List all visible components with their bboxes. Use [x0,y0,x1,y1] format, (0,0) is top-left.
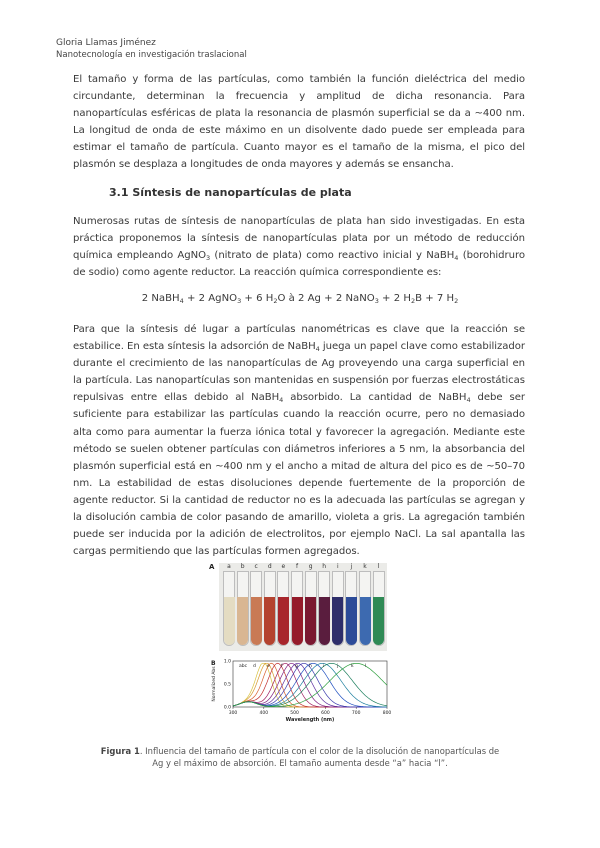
tube-solution [319,597,330,645]
tube-label: l [377,563,380,570]
author-name: Gloria Llamas Jiménez [56,38,156,48]
tube-solution [305,597,316,645]
tube-label: j [350,563,353,570]
tube-solution [360,597,371,645]
tube-solution [373,597,384,645]
p3-text-c: absorbido. La cantidad de NaBH [283,392,467,404]
p3-sub-c: 4 [466,396,471,405]
tube-label: d [267,563,272,570]
caption-text: . Influencia del tamaño de partícula con el color de la disolución de nanopartículas de [139,746,500,756]
tube-solution [332,597,343,645]
synthesis-paragraph [73,213,525,281]
tube-label: a [227,563,231,570]
eq-part: B + 7 H [415,293,455,304]
peak-label: h [309,664,312,669]
p3-text-b: juega un papel clave como estabilizador durante el crecimiento de las nanopartículas de Ag proveyendo una carga superficial en la partícula. Las nanopartículas son mantenidas en suspensión por fuerzas electrostáticas repulsivas entre ellas debido al NaBH [73,341,525,404]
x-tick-label: 400 [259,711,269,716]
eq-sub: 2 [410,297,416,305]
tube-label: f [295,563,299,570]
intro-paragraph [73,71,525,174]
figure-caption [0,745,600,769]
tube-solution [251,597,262,645]
chemical-equation [0,293,600,304]
page-header [56,37,247,61]
x-tick-label: 600 [321,711,330,716]
eq-sub: 4 [179,297,184,305]
peak-label: abc [239,664,248,669]
p2-text-c: (borohidruro de sodio) como agente reductor. La reacción química correspondiente es: [73,250,525,279]
p3-text-a: Para que la síntesis dé lugar a partículas nanométricas es clave que la reacción se estabilice. En esta síntesis la adsorción de NaBH [73,324,525,353]
tube-label: i [336,563,339,570]
y-axis-label: Normalized Abs [212,666,217,702]
p2-text-a: Numerosas rutas de síntesis de nanopartículas de plata han sido investigadas. En esta práctica proponemos la síntesis de nanopartículas plata por un método de reducción química empleando AgNO [73,216,525,262]
panel-a-label: A [209,563,215,571]
eq-part: + 6 H [241,293,274,304]
eq-part: + 2 AgNO [183,293,238,304]
peak-label: k [351,664,354,669]
eq-part: 2 NaBH [141,293,180,304]
section-heading: 3.1 Síntesis de nanopartículas de plata [109,186,352,199]
peak-label: e [267,664,270,669]
caption-line-2: Ag y el máximo de absorción. El tamaño aumenta desde “a” hacia “l”. [152,758,448,768]
p3-text-d: debe ser suficiente para estabilizar las partículas cuando la reacción ocurre, pero no demasiado alta como para aumentar la fuerza iónica total y favorecer la agregación. Mediante este método se suelen obtener partículas con diámetros inferiores a 5 nm, la absorbancia del plasmón superficial está en ~400 nm y el ancho a mitad de altura del pico es de ~50–70 nm. La estabilidad de estas disoluciones depende fuertemente de la proporción de agente reductor. Si la cantidad de reductor no es la adecuada las partículas se agregan y la disolución cambia de color pasando de amarillo, violeta a gris. La agregación también puede ser inducida por la adición de electrolitos, por ejemplo NaCl. La sal apantalla las cargas permitiendo que las partículas formen agregados. [73,392,525,558]
tube-solution [224,597,235,645]
peak-label: g [295,664,298,669]
tube-label: c [254,563,258,570]
peak-label: j [337,664,339,669]
y-tick-label: 0.5 [223,682,231,688]
tube-label: g [308,563,313,570]
tube-solution [292,597,303,645]
tube-label: k [363,563,367,570]
x-axis-label: Wavelength (nm) [285,717,335,723]
course-name: Nanotecnología en investigación traslacional [56,50,247,60]
peak-label: d [253,664,256,669]
tube-solution [237,597,248,645]
x-tick-label: 300 [228,711,238,716]
tube-label: e [281,563,286,570]
y-tick-label: 1.0 [223,659,231,665]
p3-sub-b: 4 [279,396,284,405]
peak-label: f [281,664,283,669]
x-tick-label: 500 [290,711,299,716]
panel-b-label: B [211,660,216,667]
x-tick-label: 800 [382,711,392,716]
p2-text-b: (nitrato de plata) como reactivo inicial y NaBH [210,250,455,262]
eq-sub: 3 [374,297,379,305]
figure-1 [209,563,393,723]
test-tubes-photo [219,563,387,651]
eq-sub: 2 [454,297,459,305]
tube-label: b [240,563,245,570]
tube-solution [264,597,275,645]
intro-text: El tamaño y forma de las partículas, como también la función dieléctrica del medio circundante, determinan la frecuencia y amplitud de dicha resonancia. Para nanopartículas esféricas de plata la resonancia de plasmón superficial se da a ~400 nm. La longitud de onda de este máximo en un disolvente dado puede ser empleada para estimar el tamaño de partícula. Cuanto mayor es el tamaño de la misma, el pico del plasmón se desplaza a longitudes de onda mayores y además se ensancha. [73,74,525,171]
eq-part: + 2 H [378,293,411,304]
tube-label: h [322,563,327,570]
stability-paragraph [73,321,525,560]
tube-solution [346,597,357,645]
eq-sub: 2 [273,297,278,305]
tube-solution [278,597,289,645]
absorption-spectra-chart [209,657,393,723]
peak-label: l [365,664,367,669]
caption-label: Figura 1 [100,746,140,756]
peak-label: i [323,664,325,669]
eq-part: O à 2 Ag + 2 NaNO [277,293,375,304]
p2-sub-a: 3 [206,254,211,263]
p3-sub-a: 4 [315,345,320,354]
x-tick-label: 700 [351,711,361,716]
eq-sub: 3 [237,297,242,305]
y-tick-label: 0.0 [223,705,231,711]
p2-sub-b: 4 [454,254,459,263]
